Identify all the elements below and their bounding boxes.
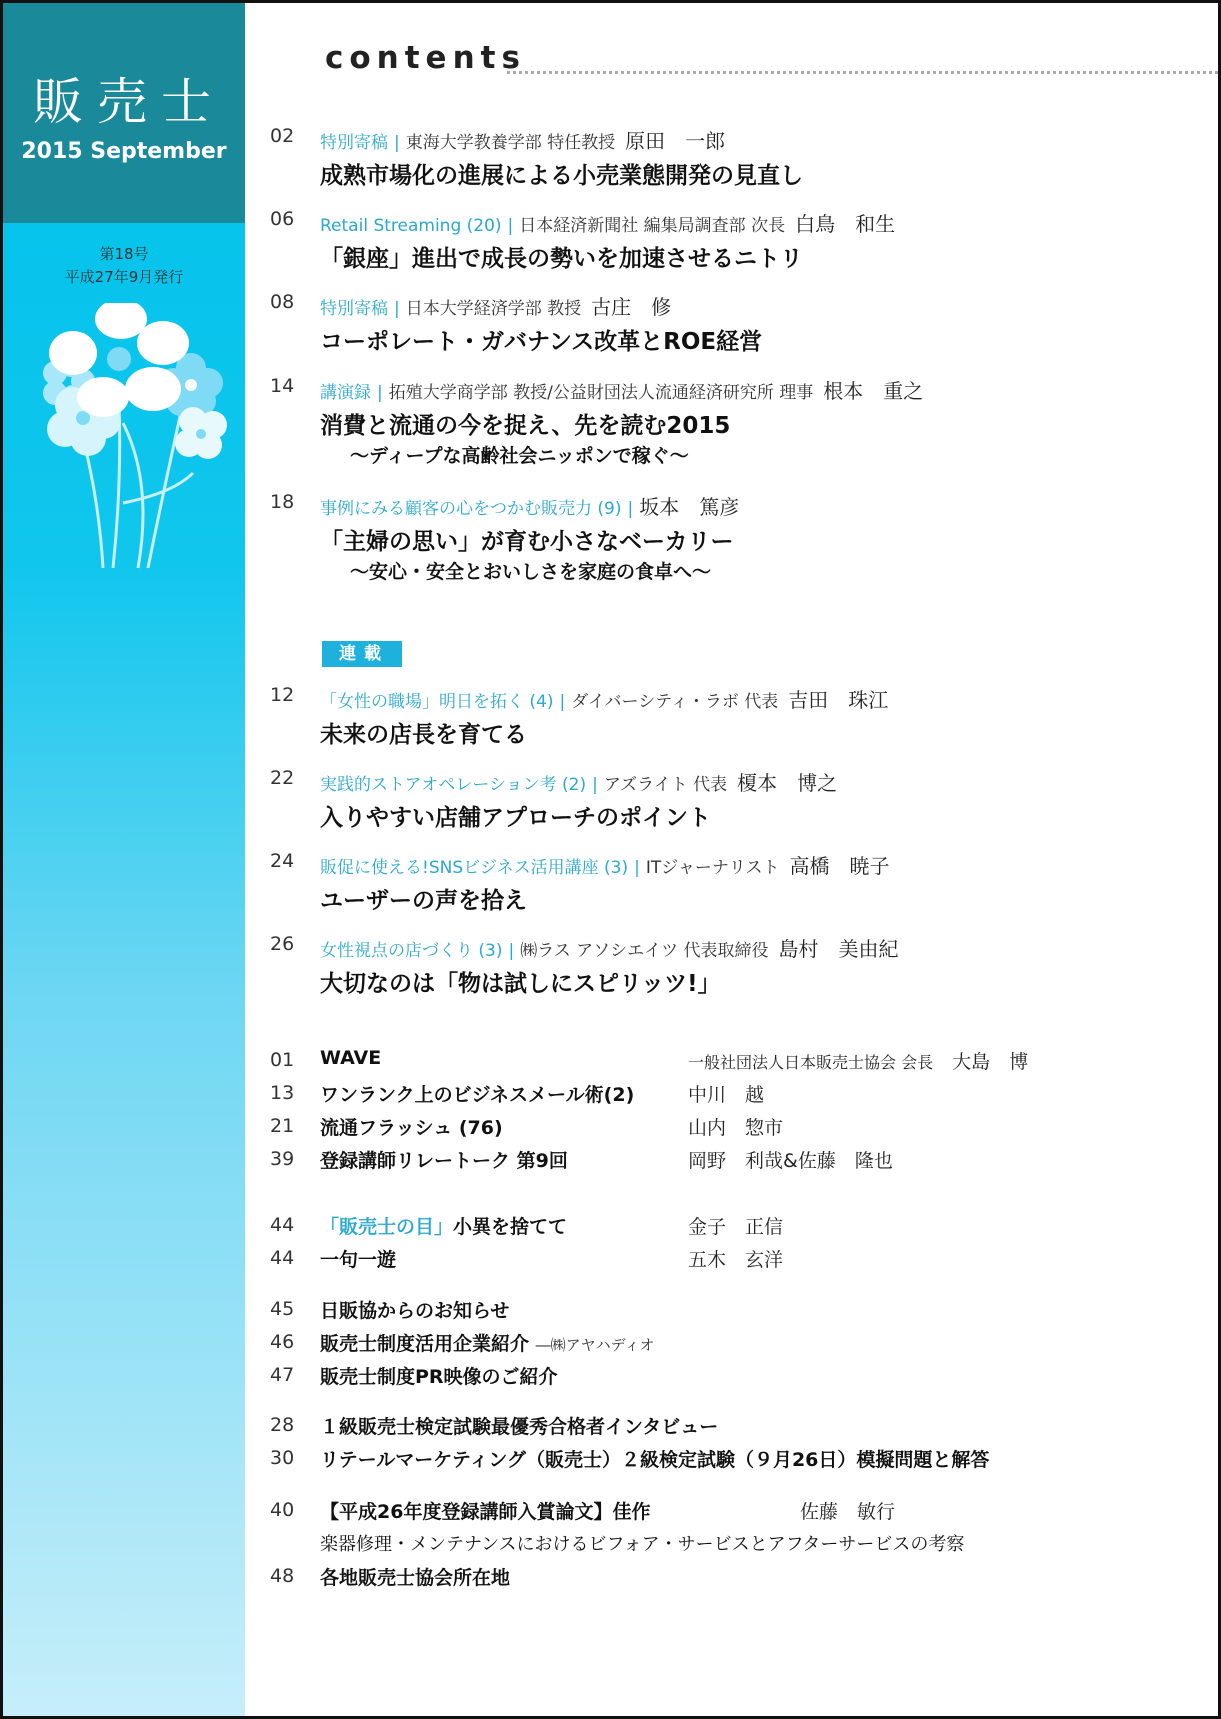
flower-illustration: [43, 303, 243, 573]
issue-month: 2015 September: [21, 139, 227, 164]
article-title: ユーザーの声を拾え: [320, 888, 527, 914]
page-number: 02: [270, 125, 295, 147]
notice-title: 日販協からのお知らせ: [320, 1300, 510, 1322]
masthead: [3, 3, 245, 223]
column-title: 流通フラッシュ (76): [320, 1117, 503, 1139]
author: 原田 一郎: [625, 129, 726, 153]
serial-section-badge: 連載: [322, 641, 402, 667]
column-title: ワンランク上のビジネスメール術(2): [320, 1084, 635, 1106]
article-subtitle: 〜ディープな高齢社会ニッポンで稼ぐ〜: [350, 445, 689, 467]
exam-title: リテールマーケティング（販売士）２級検定試験（９月26日）模擬問題と解答: [320, 1449, 990, 1471]
page-number: 01: [270, 1049, 295, 1071]
page-number: 46: [270, 1331, 295, 1353]
last-title: 各地販売士協会所在地: [320, 1567, 511, 1589]
article-title: 「銀座」進出で成長の勢いを加速させるニトリ: [320, 246, 803, 272]
affiliation: ダイバーシティ・ラボ 代表: [571, 692, 779, 712]
essay-title: 「販売士の目」小異を捨てて: [320, 1216, 568, 1238]
entry-label: 特別寄稿 | 日本大学経済学部 教授 古庄 修: [320, 295, 672, 319]
page-number: 30: [270, 1447, 295, 1469]
affiliation: 拓殖大学商学部 教授/公益財団法人流通経済研究所 理事: [388, 383, 814, 403]
author: 古庄 修: [591, 295, 672, 319]
column-author: 山内 惣市: [688, 1117, 784, 1139]
article-subtitle: 〜安心・安全とおいしさを家庭の食卓へ〜: [350, 561, 712, 583]
heading-dotted-rule: [507, 71, 1218, 74]
page-number: 24: [270, 850, 295, 872]
page-number: 44: [270, 1247, 295, 1269]
page-number: 21: [270, 1115, 295, 1137]
entry-label: 特別寄稿 | 東海大学教養学部 特任教授 原田 一郎: [320, 129, 726, 153]
column-author: 一般社団法人日本販売士協会 会長 大島 博: [688, 1051, 1029, 1073]
column-title: 登録講師リレートーク 第9回: [320, 1150, 568, 1172]
author: 白鳥 和生: [795, 212, 896, 236]
notice-title: 販売士制度活用企業紹介 ―㈱アヤハディオ: [320, 1333, 655, 1355]
affiliation: アズライト 代表: [603, 775, 728, 795]
page-number: 18: [270, 491, 295, 513]
entry-label: 女性視点の店づくり (3) | ㈱ラス アソシエイツ 代表取締役 島村 美由紀: [320, 937, 899, 961]
page-number: 44: [270, 1214, 295, 1236]
author: 島村 美由紀: [778, 937, 899, 961]
entry-label: 実践的ストアオペレーション考 (2) | アズライト 代表 榎本 博之: [320, 771, 838, 795]
contents-area: [245, 3, 1218, 1716]
affiliation: ITジャーナリスト: [645, 858, 780, 878]
author: 根本 重之: [823, 379, 924, 403]
affiliation: 日本経済新聞社 編集局調査部 次長: [519, 216, 786, 236]
exam-title: １級販売士検定試験最優秀合格者インタビュー: [320, 1416, 719, 1438]
article-title: 入りやすい店舗アプローチのポイント: [320, 805, 711, 831]
entry-label: 講演録 | 拓殖大学商学部 教授/公益財団法人流通経済研究所 理事 根本 重之: [320, 379, 924, 403]
entry-label: 事例にみる顧客の心をつかむ販売力 (9) | 坂本 篤彦: [320, 495, 740, 519]
contents-heading: contents: [325, 40, 526, 76]
article-title: 成熟市場化の進展による小売業態開発の見直し: [320, 163, 803, 189]
page-number: 12: [270, 684, 295, 706]
entry-label: Retail Streaming (20) | 日本経済新聞社 編集局調査部 次長 白鳥 和生: [320, 212, 896, 236]
essay-author: 五木 玄洋: [688, 1249, 784, 1271]
article-title: 大切なのは「物は試しにスピリッツ!」: [320, 971, 721, 997]
author: 吉田 珠江: [788, 688, 889, 712]
article-title: 未来の店長を育てる: [320, 722, 527, 748]
page-number: 22: [270, 767, 295, 789]
author: 坂本 篤彦: [639, 495, 740, 519]
page-number: 39: [270, 1148, 295, 1170]
article-title: 「主婦の思い」が育む小さなベーカリー: [320, 529, 734, 555]
thesis-author: 佐藤 敏行: [800, 1501, 896, 1523]
magazine-title: 販売士: [33, 73, 225, 131]
page-number: 08: [270, 291, 295, 313]
affiliation: 東海大学教養学部 特任教授: [405, 133, 616, 153]
article-title: コーポレート・ガバナンス改革とROE経営: [320, 329, 763, 355]
author: 高橋 暁子: [789, 854, 890, 878]
essay-title: 一句一遊: [320, 1249, 397, 1271]
column-author: 岡野 利哉&佐藤 隆也: [688, 1150, 893, 1172]
issue-info: [3, 243, 245, 288]
sidebar: [3, 3, 245, 1716]
entry-label: 販促に使える!SNSビジネス活用講座 (3) | ITジャーナリスト 高橋 暁子: [320, 854, 890, 878]
affiliation: 日本大学経済学部 教授: [405, 299, 582, 319]
page-number: 47: [270, 1364, 295, 1386]
column-title: WAVE: [320, 1047, 382, 1069]
entry-label: 「女性の職場」明日を拓く (4) | ダイバーシティ・ラボ 代表 吉田 珠江: [320, 688, 889, 712]
affiliation: ㈱ラス アソシエイツ 代表取締役: [520, 941, 769, 961]
essay-author: 金子 正信: [688, 1216, 784, 1238]
thesis-title: 【平成26年度登録講師入賞論文】佳作: [320, 1501, 651, 1523]
page-number: 48: [270, 1565, 295, 1587]
issue-date: 平成27年9月発行: [64, 267, 184, 286]
page-number: 40: [270, 1499, 295, 1521]
page-number: 28: [270, 1414, 295, 1436]
page-number: 13: [270, 1082, 295, 1104]
notice-title: 販売士制度PR映像のご紹介: [320, 1366, 558, 1388]
page-number: 45: [270, 1298, 295, 1320]
column-author: 中川 越: [688, 1084, 765, 1106]
author: 榎本 博之: [737, 771, 838, 795]
page-number: 14: [270, 375, 295, 397]
page-number: 26: [270, 933, 295, 955]
issue-number: 第18号: [99, 245, 149, 263]
thesis-subtitle: 楽器修理・メンテナンスにおけるビフォア・サービスとアフターサービスの考察: [320, 1534, 965, 1555]
article-title: 消費と流通の今を捉え、先を読む2015: [320, 413, 731, 439]
page-number: 06: [270, 208, 295, 230]
